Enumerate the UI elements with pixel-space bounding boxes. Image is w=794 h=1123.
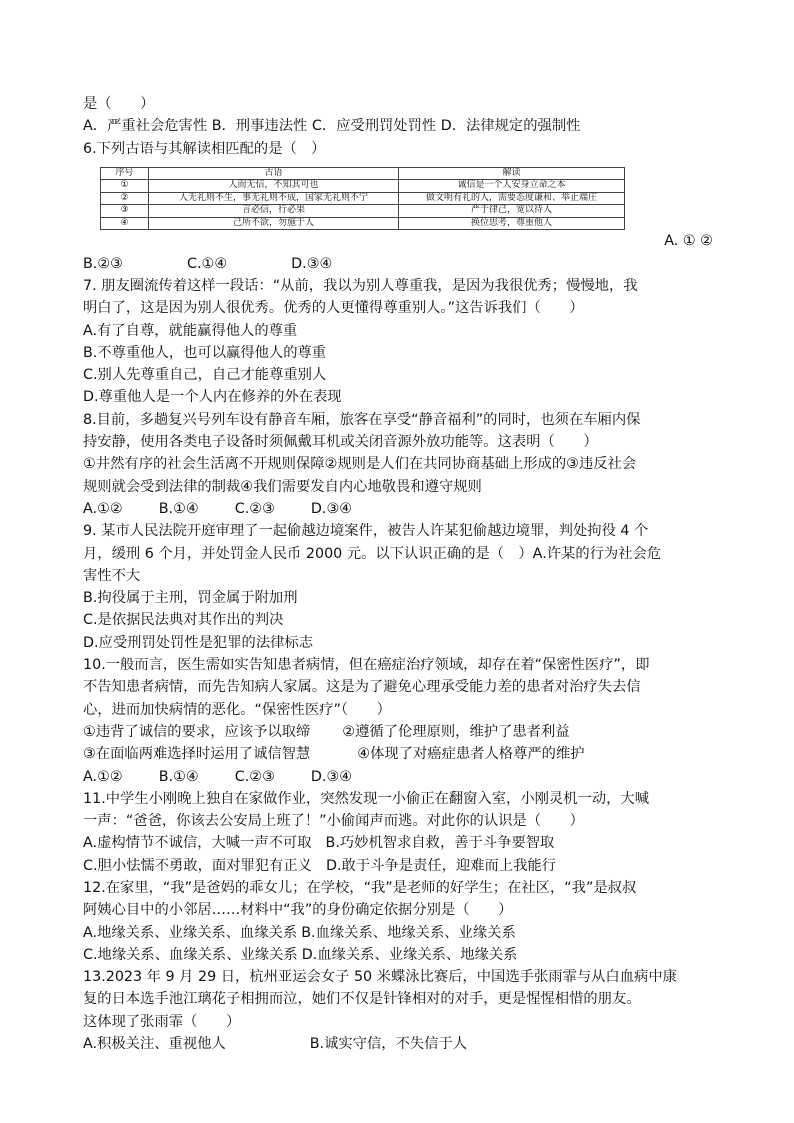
q11-options (83, 832, 723, 854)
q6-table-cell: 严于律己，宽以待人 (399, 205, 625, 218)
q8-stem-line: 8.目前，多趟复兴号列车设有静音车厢，旅客在享受“静音福利”的同时，也须在车厢内保 (83, 411, 641, 428)
q11-option: C.胆小怯懦不勇敢，面对罪犯有正义 (83, 857, 312, 874)
q13-stem-line: 这体现了张雨霏（ ） (83, 1013, 241, 1030)
q13-option: B.诚实守信，不失信于人 (309, 1036, 468, 1053)
q10-statement: ③在面临两难选择时运用了诚信智慧 (83, 746, 311, 763)
q10-stem-line: 10.一般而言，医生需如实告知患者病情，但在癌症治疗领域，却存在着“保密性医疗”，即 (83, 657, 650, 674)
q6-table-header-row (101, 167, 625, 180)
q11-options (83, 855, 723, 877)
q12-option: B.血缘关系、地缘关系、业缘关系 (301, 924, 516, 941)
q7-stem-line: 明白了，这是因为别人很优秀。优秀的人更懂得尊重别人。”这告诉我们（ ） (83, 300, 584, 317)
q6-option: C.①④ (187, 255, 228, 272)
q10-statement: ④体现了对癌症患者人格尊严的维护 (357, 746, 585, 763)
q6-table-row (101, 205, 625, 218)
q10-statements (83, 721, 723, 743)
q8-stem-line: 规则就会受到法律的制裁④我们需要发自内心地敬畏和遵守规则 (83, 478, 482, 495)
q6-table-cell: ③ (101, 205, 149, 218)
q6-table-cell: 做文明有礼的人，需要态度谦和、举止端庄 (399, 192, 625, 205)
q7-stem-line: 7. 朋友圈流传着这样一段话：“从前，我以为别人尊重我，是因为我很优秀；慢慢地，我 (83, 277, 638, 294)
q13-stem-line: 13.2023 年 9 月 29 日，杭州亚运会女子 50 米蝶泳比赛后，中国选手张雨霏与从白血病中康 (83, 969, 677, 986)
q6-options-rest (83, 253, 723, 275)
q10-stem-line: 不告知患者病情，而先告知病人家属。这是为了避免心理承受能力差的患者对治疗失去信 (83, 679, 641, 696)
q12-option: A.地缘关系、业缘关系、血缘关系 (83, 924, 298, 941)
q6-table-cell: 言必信，行必果 (149, 205, 399, 218)
q11-option: B.巧妙机智求自救，善于斗争要智取 (325, 835, 555, 852)
q7-option: B.不尊重他人，也可以赢得他人的尊重 (83, 344, 327, 361)
q13-stem-line: 复的日本选手池江璃花子相拥而泣，她们不仅是针锋相对的对手，更是惺惺相惜的朋友。 (83, 991, 641, 1008)
q5-options: A．严重社会危害性 B．刑事违法性 C．应受刑罚处罚性 D．法律规定的强制性 (83, 118, 581, 135)
q6-table (100, 167, 625, 231)
q8-stem-line: ①井然有序的社会生活离不开规则保障②规则是人们在共同协商基础上形成的③违反社会 (83, 456, 637, 473)
q10-option: B.①④ (158, 768, 199, 785)
q6-option: D.③④ (291, 255, 333, 272)
q9-option: C.是依据民法典对其作出的判决 (83, 612, 284, 629)
q12-options (83, 922, 723, 944)
q12-stem-line: 阿姨心目中的小邻居……材料中“我”的身份确定依据分别是（ ） (83, 902, 513, 919)
q6-option: B.②③ (83, 255, 123, 272)
q7-option: A.有了自尊，就能赢得他人的尊重 (83, 322, 298, 339)
q5-stem-tail: 是（ ） (83, 96, 155, 112)
q6-table-header: 序号 (101, 167, 149, 180)
q6-table-cell: 换位思考，尊重他人 (399, 217, 625, 230)
q6-option-a: A. ① ② (664, 233, 713, 250)
q12-options (83, 944, 723, 966)
q6-table-cell: 诚信是一个人安身立命之本 (399, 180, 625, 193)
q8-options (83, 498, 723, 520)
q9-stem-line: 9. 某市人民法院开庭审理了一起偷越边境案件，被告人许某犯偷越边境罪，判处拘役 4 个 (83, 523, 649, 540)
q9-stem-line: 害性不大 (83, 567, 141, 584)
q10-option: D.③④ (310, 768, 353, 785)
q8-option: B.①④ (158, 500, 199, 517)
q9-option: B.拘役属于主刑，罚金属于附加刑 (83, 590, 298, 607)
q6-table-cell: 人而无信，不知其可也 (149, 180, 399, 193)
q10-statements (83, 743, 723, 765)
q11-option: A.虚构情节不诚信，大喊一声不可取 (83, 835, 312, 852)
q10-statement: ②遵循了伦理原则，维护了患者利益 (342, 723, 570, 740)
q8-option: D.③④ (310, 500, 353, 517)
q8-option: C.②③ (234, 500, 275, 517)
q6-table-cell: ② (101, 192, 149, 205)
q10-stem-line: 心，进而加快病情的恶化。“保密性医疗”（ ） (83, 701, 391, 718)
q12-stem-line: 12.在家里，“我”是爸妈的乖女儿；在学校，“我”是老师的好学生；在社区，“我”是叔叔 (83, 880, 637, 896)
q6-table-row (101, 217, 625, 230)
q11-stem-line: 11.中学生小刚晚上独自在家做作业，突然发现一小偷正在翻窗入室，小刚灵机一动，大喊 (83, 790, 650, 807)
q6-table-header: 古语 (149, 167, 399, 180)
q6-table-header: 解读 (399, 167, 625, 180)
q9-option: D.应受刑罚处罚性是犯罪的法律标志 (83, 634, 314, 651)
q10-option: C.②③ (234, 768, 275, 785)
q6-table-cell: ① (101, 180, 149, 193)
q13-option: A.积极关注、重视他人 (83, 1036, 226, 1053)
q8-option: A.①② (83, 500, 123, 517)
q10-options (83, 766, 723, 788)
q7-option: C.别人先尊重自己，自己才能尊重别人 (83, 367, 327, 384)
q10-statement: ①违背了诚信的要求，应该予以取缔 (83, 723, 311, 740)
q6-table-cell: 人无礼则不生，事无礼则不成，国家无礼则不宁 (149, 192, 399, 205)
q12-option: C.地缘关系、血缘关系、业缘关系 (83, 946, 298, 963)
q6-table-cell: ④ (101, 217, 149, 230)
q11-stem-line: 一声：“爸爸，你该去公安局上班了！”小偷闻声而逃。对此你的认识是（ ） (83, 813, 584, 830)
q10-option: A.①② (83, 768, 123, 785)
q9-stem-line: 月，缓刑 6 个月，并处罚金人民币 2000 元。以下认识正确的是（ ）A.许某的行为社会危 (83, 545, 662, 562)
q7-option: D.尊重他人是一个人内在修养的外在表现 (83, 389, 342, 406)
exam-page (83, 93, 723, 1055)
q13-options (83, 1033, 723, 1055)
q6-table-row (101, 180, 625, 193)
q12-option: D.血缘关系、业缘关系、地缘关系 (301, 946, 518, 963)
q8-stem-line: 持安静，使用各类电子设备时须佩戴耳机或关闭音源外放功能等。这表明（ ） (83, 434, 598, 451)
q11-option: D.敢于斗争是责任，迎难而上我能行 (325, 857, 556, 874)
q6-stem: 6.下列古语与其解读相匹配的是（ ） (83, 140, 326, 157)
q6-table-cell: 己所不欲，勿施于人 (149, 217, 399, 230)
q6-table-row (101, 192, 625, 205)
